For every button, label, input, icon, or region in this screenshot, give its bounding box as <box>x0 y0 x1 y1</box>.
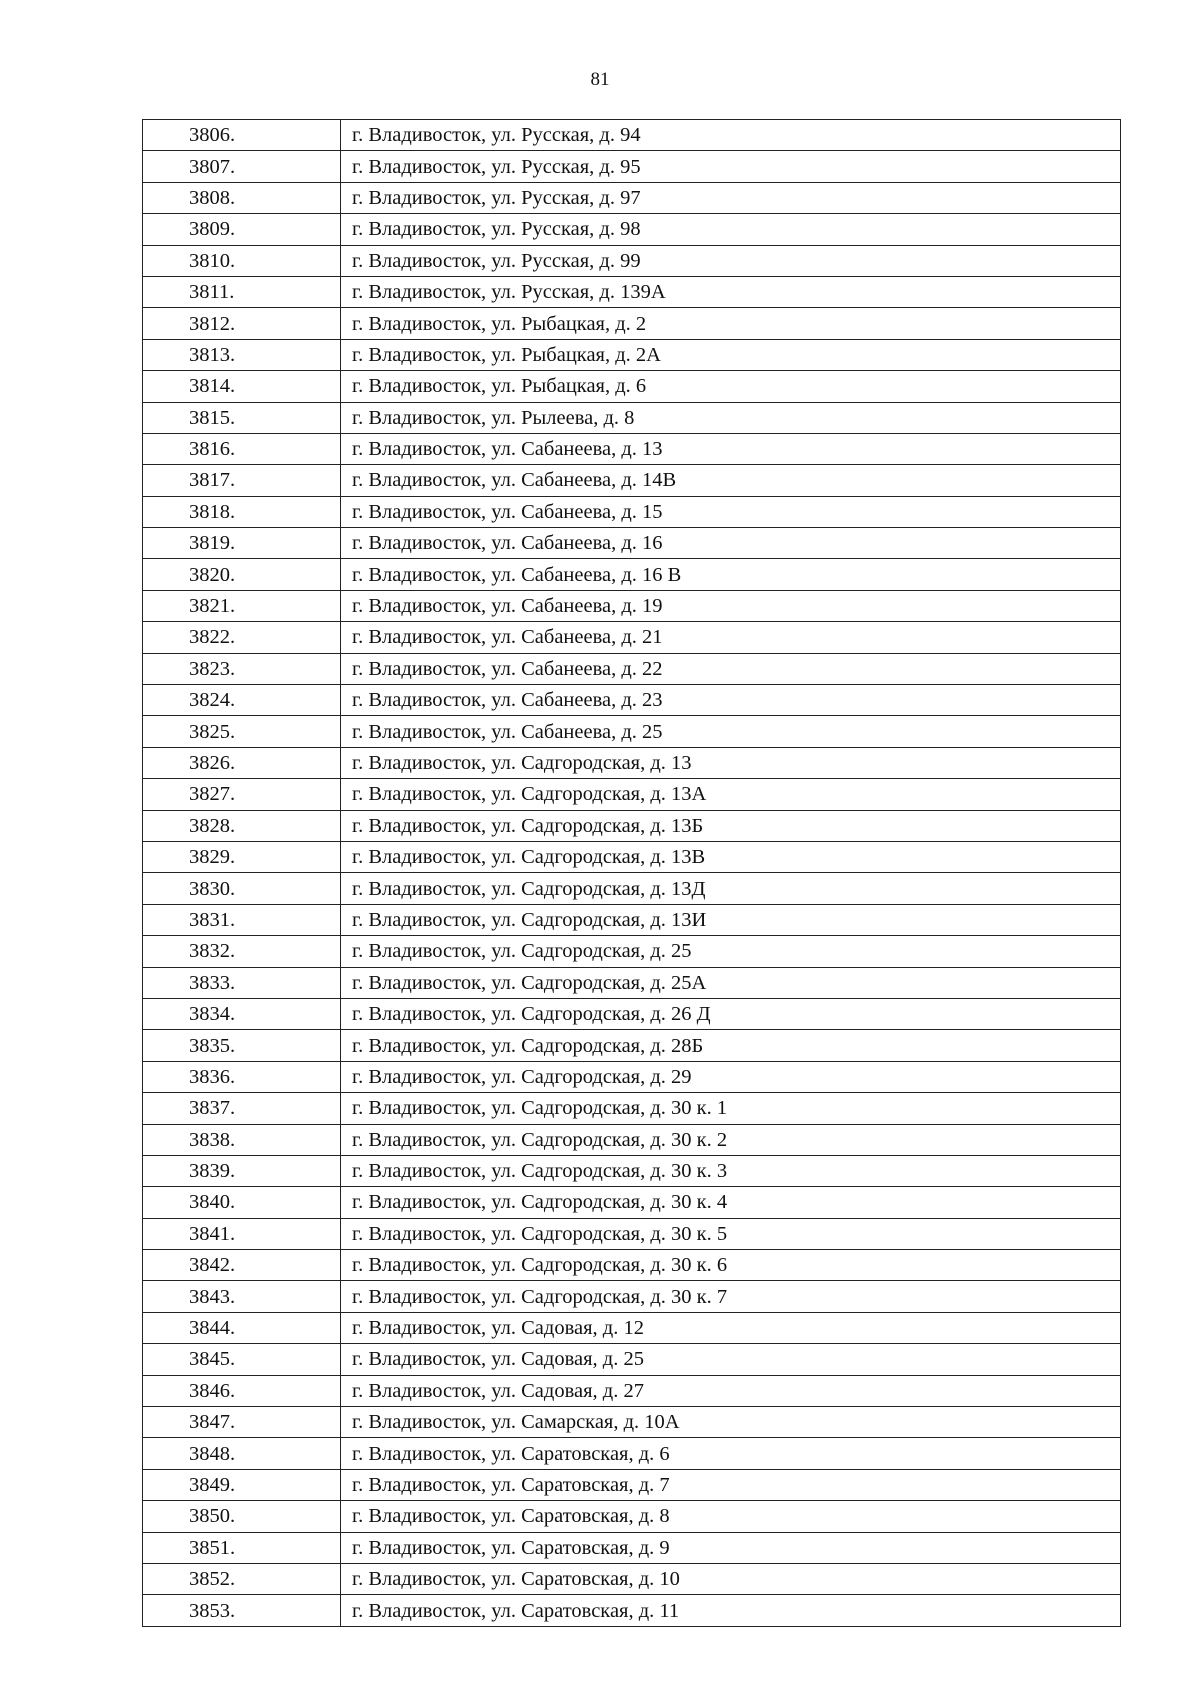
address-cell: г. Владивосток, ул. Сабанеева, д. 19 <box>341 590 1121 621</box>
row-number-cell: 3814. <box>143 371 341 402</box>
address-cell: г. Владивосток, ул. Саратовская, д. 7 <box>341 1469 1121 1500</box>
table-row <box>143 402 1121 433</box>
table-row <box>143 779 1121 810</box>
address-cell: г. Владивосток, ул. Рылеева, д. 8 <box>341 402 1121 433</box>
row-number-cell: 3834. <box>143 998 341 1029</box>
table-row <box>143 339 1121 370</box>
table-row <box>143 1030 1121 1061</box>
table-row <box>143 967 1121 998</box>
row-number-cell: 3852. <box>143 1563 341 1594</box>
row-number-cell: 3850. <box>143 1501 341 1532</box>
table-row <box>143 151 1121 182</box>
row-number-cell: 3826. <box>143 747 341 778</box>
address-cell: г. Владивосток, ул. Садгородская, д. 25А <box>341 967 1121 998</box>
table-row <box>143 998 1121 1029</box>
address-cell: г. Владивосток, ул. Саратовская, д. 9 <box>341 1532 1121 1563</box>
address-cell: г. Владивосток, ул. Садовая, д. 25 <box>341 1344 1121 1375</box>
address-cell: г. Владивосток, ул. Садгородская, д. 13Б <box>341 810 1121 841</box>
address-cell: г. Владивосток, ул. Рыбацкая, д. 2А <box>341 339 1121 370</box>
row-number-cell: 3840. <box>143 1187 341 1218</box>
table-row <box>143 1312 1121 1343</box>
row-number-cell: 3844. <box>143 1312 341 1343</box>
row-number-cell: 3838. <box>143 1124 341 1155</box>
table-row <box>143 685 1121 716</box>
row-number-cell: 3839. <box>143 1155 341 1186</box>
table-row <box>143 1250 1121 1281</box>
row-number-cell: 3820. <box>143 559 341 590</box>
table-row <box>143 245 1121 276</box>
table-row <box>143 1469 1121 1500</box>
row-number-cell: 3836. <box>143 1061 341 1092</box>
row-number-cell: 3830. <box>143 873 341 904</box>
address-cell: г. Владивосток, ул. Сабанеева, д. 13 <box>341 433 1121 464</box>
address-cell: г. Владивосток, ул. Русская, д. 97 <box>341 182 1121 213</box>
address-cell: г. Владивосток, ул. Русская, д. 94 <box>341 120 1121 151</box>
address-cell: г. Владивосток, ул. Сабанеева, д. 16 <box>341 528 1121 559</box>
table-row <box>143 1187 1121 1218</box>
address-cell: г. Владивосток, ул. Сабанеева, д. 23 <box>341 685 1121 716</box>
address-cell: г. Владивосток, ул. Русская, д. 98 <box>341 214 1121 245</box>
row-number-cell: 3808. <box>143 182 341 213</box>
address-cell: г. Владивосток, ул. Садовая, д. 27 <box>341 1375 1121 1406</box>
table-row <box>143 747 1121 778</box>
address-cell: г. Владивосток, ул. Русская, д. 139А <box>341 276 1121 307</box>
table-row <box>143 1124 1121 1155</box>
table-row <box>143 904 1121 935</box>
table-row <box>143 1093 1121 1124</box>
table-row <box>143 590 1121 621</box>
row-number-cell: 3823. <box>143 653 341 684</box>
address-cell: г. Владивосток, ул. Сабанеева, д. 21 <box>341 622 1121 653</box>
address-cell: г. Владивосток, ул. Сабанеева, д. 25 <box>341 716 1121 747</box>
address-cell: г. Владивосток, ул. Русская, д. 95 <box>341 151 1121 182</box>
table-row <box>143 214 1121 245</box>
address-cell: г. Владивосток, ул. Садгородская, д. 30 к. 1 <box>341 1093 1121 1124</box>
row-number-cell: 3833. <box>143 967 341 998</box>
row-number-cell: 3827. <box>143 779 341 810</box>
table-row <box>143 873 1121 904</box>
table-row <box>143 936 1121 967</box>
row-number-cell: 3843. <box>143 1281 341 1312</box>
address-cell: г. Владивосток, ул. Саратовская, д. 10 <box>341 1563 1121 1594</box>
row-number-cell: 3835. <box>143 1030 341 1061</box>
table-row <box>143 1375 1121 1406</box>
address-table <box>142 119 1121 1627</box>
table-row <box>143 308 1121 339</box>
address-cell: г. Владивосток, ул. Садгородская, д. 13И <box>341 904 1121 935</box>
address-cell: г. Владивосток, ул. Садгородская, д. 25 <box>341 936 1121 967</box>
row-number-cell: 3818. <box>143 496 341 527</box>
table-row <box>143 1218 1121 1249</box>
table-row <box>143 276 1121 307</box>
table-row <box>143 1061 1121 1092</box>
row-number-cell: 3825. <box>143 716 341 747</box>
address-table-body <box>143 120 1121 1627</box>
address-cell: г. Владивосток, ул. Рыбацкая, д. 6 <box>341 371 1121 402</box>
address-cell: г. Владивосток, ул. Садгородская, д. 29 <box>341 1061 1121 1092</box>
row-number-cell: 3847. <box>143 1407 341 1438</box>
table-row <box>143 653 1121 684</box>
row-number-cell: 3828. <box>143 810 341 841</box>
row-number-cell: 3819. <box>143 528 341 559</box>
row-number-cell: 3806. <box>143 120 341 151</box>
row-number-cell: 3845. <box>143 1344 341 1375</box>
address-cell: г. Владивосток, ул. Садгородская, д. 30 к. 6 <box>341 1250 1121 1281</box>
address-cell: г. Владивосток, ул. Садгородская, д. 13 <box>341 747 1121 778</box>
table-row <box>143 1501 1121 1532</box>
table-row <box>143 371 1121 402</box>
table-row <box>143 841 1121 872</box>
address-cell: г. Владивосток, ул. Садовая, д. 12 <box>341 1312 1121 1343</box>
address-cell: г. Владивосток, ул. Садгородская, д. 13А <box>341 779 1121 810</box>
address-cell: г. Владивосток, ул. Сабанеева, д. 15 <box>341 496 1121 527</box>
row-number-cell: 3821. <box>143 590 341 621</box>
table-row <box>143 1281 1121 1312</box>
address-cell: г. Владивосток, ул. Рыбацкая, д. 2 <box>341 308 1121 339</box>
row-number-cell: 3822. <box>143 622 341 653</box>
table-row <box>143 528 1121 559</box>
table-row <box>143 1344 1121 1375</box>
address-cell: г. Владивосток, ул. Сабанеева, д. 16 В <box>341 559 1121 590</box>
address-cell: г. Владивосток, ул. Русская, д. 99 <box>341 245 1121 276</box>
address-cell: г. Владивосток, ул. Садгородская, д. 30 к. 5 <box>341 1218 1121 1249</box>
address-cell: г. Владивосток, ул. Садгородская, д. 28Б <box>341 1030 1121 1061</box>
address-cell: г. Владивосток, ул. Садгородская, д. 30 к. 4 <box>341 1187 1121 1218</box>
row-number-cell: 3807. <box>143 151 341 182</box>
row-number-cell: 3811. <box>143 276 341 307</box>
address-cell: г. Владивосток, ул. Садгородская, д. 30 к. 7 <box>341 1281 1121 1312</box>
address-cell: г. Владивосток, ул. Садгородская, д. 30 к. 2 <box>341 1124 1121 1155</box>
table-row <box>143 1438 1121 1469</box>
table-row <box>143 182 1121 213</box>
address-cell: г. Владивосток, ул. Садгородская, д. 30 к. 3 <box>341 1155 1121 1186</box>
table-row <box>143 1563 1121 1594</box>
row-number-cell: 3842. <box>143 1250 341 1281</box>
row-number-cell: 3849. <box>143 1469 341 1500</box>
row-number-cell: 3815. <box>143 402 341 433</box>
page-number: 81 <box>590 69 610 90</box>
address-cell: г. Владивосток, ул. Садгородская, д. 13В <box>341 841 1121 872</box>
table-row <box>143 120 1121 151</box>
row-number-cell: 3809. <box>143 214 341 245</box>
row-number-cell: 3837. <box>143 1093 341 1124</box>
row-number-cell: 3851. <box>143 1532 341 1563</box>
address-cell: г. Владивосток, ул. Садгородская, д. 13Д <box>341 873 1121 904</box>
table-row <box>143 1532 1121 1563</box>
table-row <box>143 1407 1121 1438</box>
address-cell: г. Владивосток, ул. Сабанеева, д. 14В <box>341 465 1121 496</box>
table-row <box>143 1595 1121 1626</box>
address-cell: г. Владивосток, ул. Садгородская, д. 26 Д <box>341 998 1121 1029</box>
row-number-cell: 3812. <box>143 308 341 339</box>
row-number-cell: 3817. <box>143 465 341 496</box>
row-number-cell: 3832. <box>143 936 341 967</box>
address-cell: г. Владивосток, ул. Сабанеева, д. 22 <box>341 653 1121 684</box>
row-number-cell: 3829. <box>143 841 341 872</box>
table-row <box>143 810 1121 841</box>
row-number-cell: 3853. <box>143 1595 341 1626</box>
row-number-cell: 3841. <box>143 1218 341 1249</box>
table-row <box>143 622 1121 653</box>
table-row <box>143 496 1121 527</box>
row-number-cell: 3824. <box>143 685 341 716</box>
row-number-cell: 3846. <box>143 1375 341 1406</box>
row-number-cell: 3831. <box>143 904 341 935</box>
table-row <box>143 716 1121 747</box>
row-number-cell: 3810. <box>143 245 341 276</box>
row-number-cell: 3816. <box>143 433 341 464</box>
table-row <box>143 433 1121 464</box>
table-row <box>143 559 1121 590</box>
address-cell: г. Владивосток, ул. Саратовская, д. 11 <box>341 1595 1121 1626</box>
table-row <box>143 465 1121 496</box>
address-cell: г. Владивосток, ул. Саратовская, д. 8 <box>341 1501 1121 1532</box>
table-row <box>143 1155 1121 1186</box>
address-cell: г. Владивосток, ул. Саратовская, д. 6 <box>341 1438 1121 1469</box>
row-number-cell: 3848. <box>143 1438 341 1469</box>
address-cell: г. Владивосток, ул. Самарская, д. 10А <box>341 1407 1121 1438</box>
row-number-cell: 3813. <box>143 339 341 370</box>
